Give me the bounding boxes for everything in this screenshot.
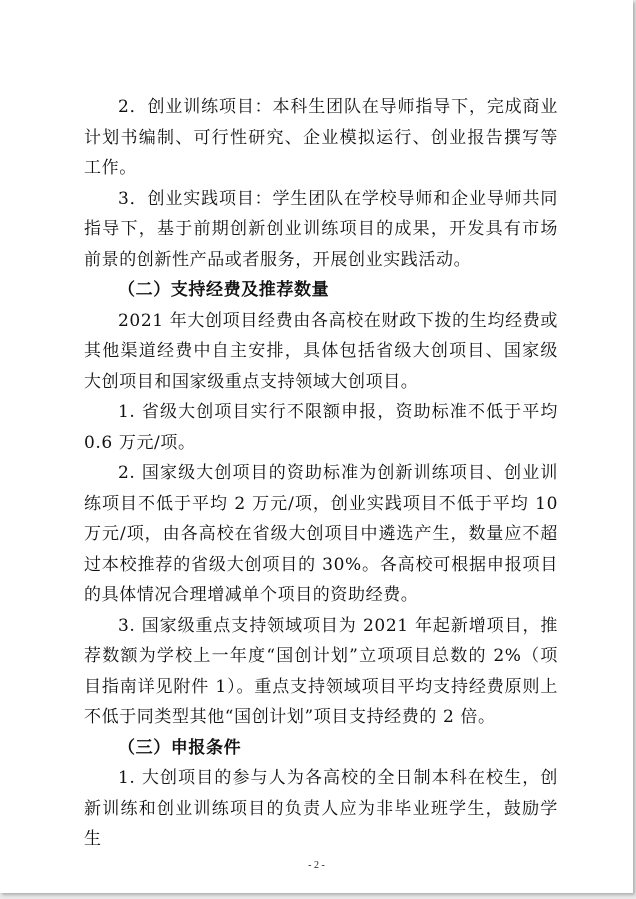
paragraph-entrepreneurship-practice: 3．创业实践项目：学生团队在学校导师和企业导师共同指导下，基于前期创新创业训练项目的成果，开发具有市场前景的创新性产品或者服务，开展创业实践活动。 [84, 188, 558, 270]
section-heading-eligibility: （三）申报条件 [118, 737, 242, 758]
paragraph-provincial-projects: 1. 省级大创项目实行不限额申报，资助标准不低于平均 0.6 万元/项。 [84, 402, 558, 453]
page-number: - 2 - [308, 860, 325, 871]
section-heading-funding: （二）支持经费及推荐数量 [118, 280, 330, 300]
paragraph-national-projects: 2. 国家级大创项目的资助标准为创新训练项目、创业训练项目不低于平均 2 万元/项，创业实践项目不低于平均 10 万元/项，由各高校在省级大创项目中遴选产生，数量应不超过本校推荐的省级大创项目的 30%。各高校可根据申报项目的具体情况合理增减单个项目的资助经费。 [84, 463, 558, 605]
page-content [84, 92, 558, 855]
paragraph-entrepreneurship-training: 2．创业训练项目：本科生团队在导师指导下，完成商业计划书编制、可行性研究、企业模拟运行、创业报告撰写等工作。 [84, 97, 558, 178]
paragraph-key-support-projects: 3. 国家级重点支持领域项目为 2021 年起新增项目，推荐数额为学校上一年度“国创计划”立项项目总数的 2%（项目指南详见附件 1）。重点支持领域项目平均支持经费原则上不低于同类型其他“国创计划”项目支持经费的 2 倍。 [84, 615, 558, 727]
paragraph-eligibility-participants: 1. 大创项目的参与人为各高校的全日制本科在校生，创新训练和创业训练项目的负责人应为非毕业班学生，鼓励学生 [84, 768, 558, 849]
paragraph-funding-intro: 2021 年大创项目经费由各高校在财政下拨的生均经费或其他渠道经费中自主安排，具体包括省级大创项目、国家级大创项目和国家级重点支持领域大创项目。 [84, 310, 558, 392]
